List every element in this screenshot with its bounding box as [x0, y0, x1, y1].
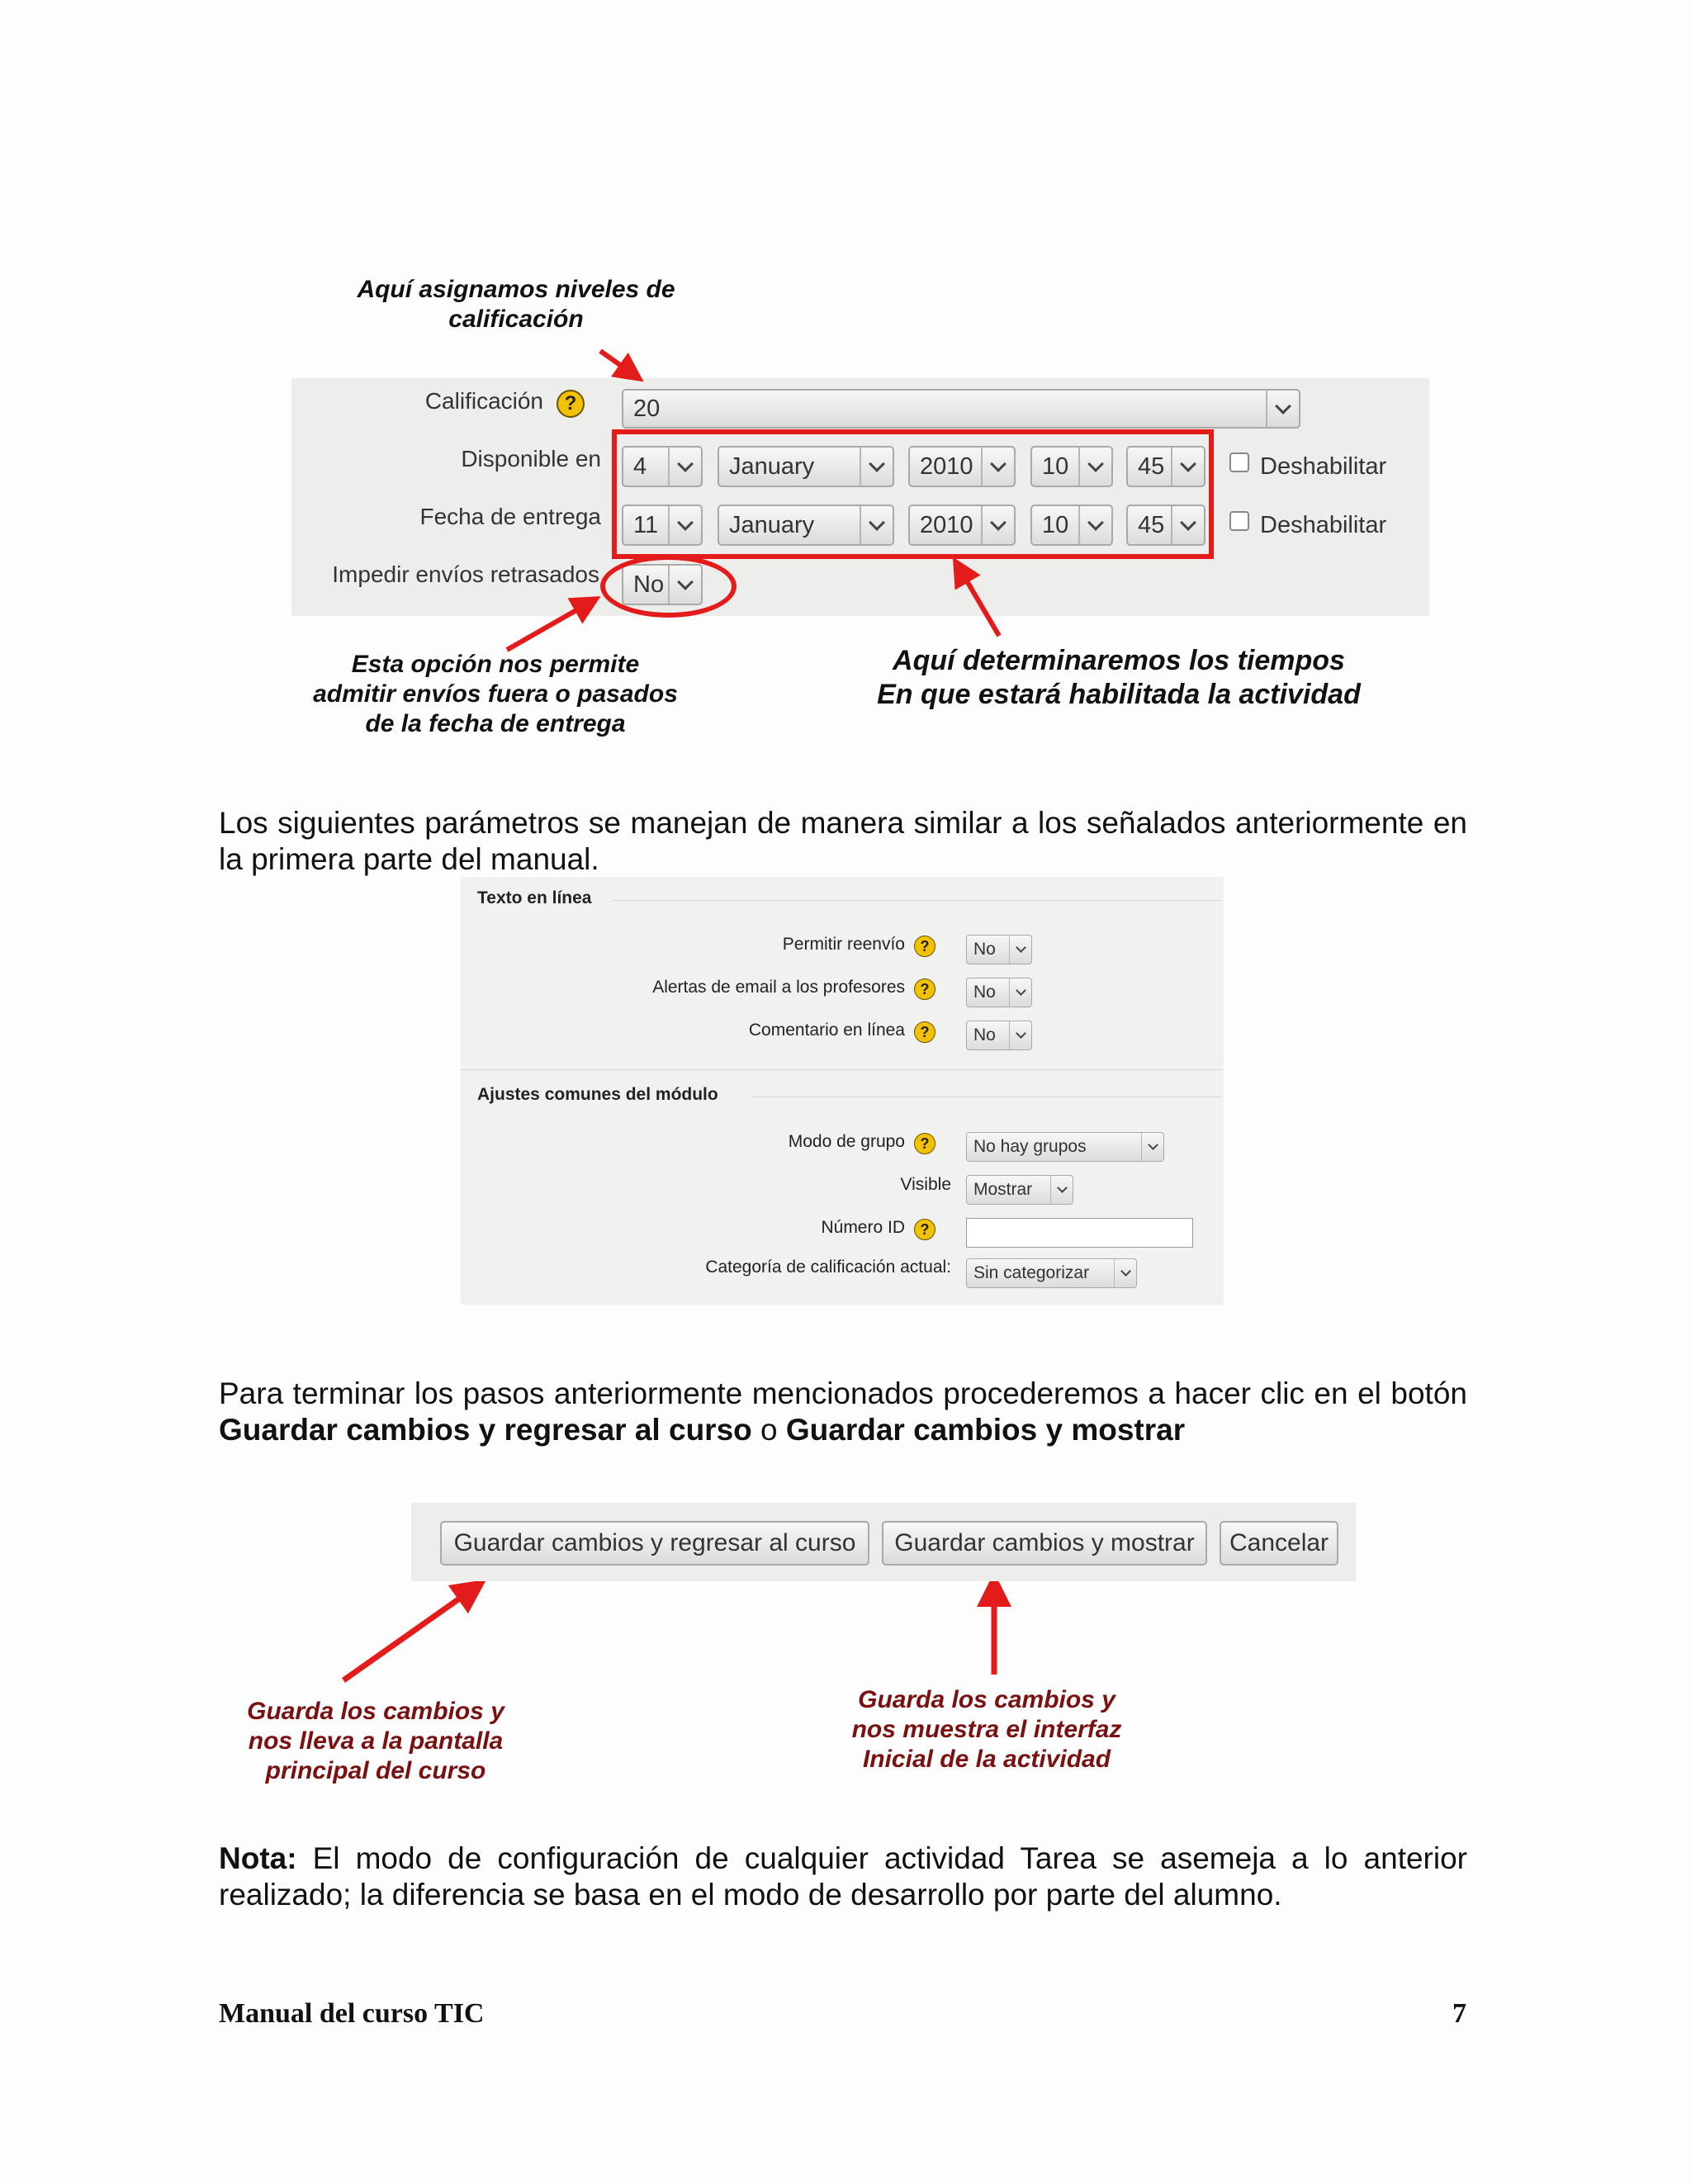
chevron-down-icon	[1016, 1028, 1026, 1039]
help-icon[interactable]: ?	[914, 1219, 935, 1240]
due-year-select[interactable]: 2010	[908, 505, 1016, 546]
inline-comment-label: Comentario en línea	[748, 1021, 905, 1040]
available-minute-select[interactable]: 45	[1126, 446, 1205, 487]
module-settings-legend: Ajustes comunes del módulo	[477, 1085, 718, 1104]
save-return-caption: Guarda los cambios y nos lleva a la pantalla principal del curso	[247, 1698, 504, 1784]
visible-select[interactable]: Mostrar	[966, 1175, 1073, 1205]
online-text-legend: Texto en línea	[477, 888, 592, 907]
grade-value: 20	[633, 395, 661, 422]
help-icon[interactable]: ?	[557, 390, 585, 418]
grade-label: Calificación	[424, 388, 543, 414]
due-minute-select[interactable]: 45	[1126, 505, 1205, 546]
id-number-input[interactable]	[966, 1218, 1193, 1248]
due-date-label: Fecha de entrega	[419, 504, 601, 529]
email-alerts-label: Alertas de email a los profesores	[652, 978, 905, 997]
late-submission-annotation: Esta opción nos permite admitir envíos fuera o pasados de la fecha de entrega	[313, 651, 678, 737]
available-hour-select[interactable]: 10	[1030, 446, 1113, 487]
due-disable-label: Deshabilitar	[1260, 512, 1387, 538]
save-and-return-button[interactable]: Guardar cambios y regresar al curso	[440, 1521, 869, 1566]
chevron-down-icon	[1016, 942, 1026, 953]
arrow-to-grade	[600, 351, 632, 373]
help-icon[interactable]: ?	[914, 936, 935, 957]
intro-paragraph: Los siguientes parámetros se manejan de manera similar a los señalados anteriormente en la primera parte del manual.	[219, 806, 1467, 876]
footer-title: Manual del curso TIC	[219, 1998, 485, 2029]
chevron-down-icon	[1148, 1139, 1158, 1150]
group-mode-label: Modo de grupo	[788, 1132, 905, 1151]
chevron-down-icon	[1120, 1266, 1131, 1277]
time-annotation: Aquí determinaremos los tiempos En que estará habilitada la actividad	[877, 645, 1361, 710]
page-number: 7	[1452, 1998, 1466, 2029]
grade-category-label: Categoría de calificación actual:	[705, 1258, 951, 1277]
email-alerts-select[interactable]: No	[966, 978, 1032, 1007]
help-icon[interactable]: ?	[914, 1133, 935, 1154]
due-day-select[interactable]: 11	[622, 505, 703, 546]
arrow-to-dates	[960, 570, 999, 636]
annotation-line: calificación	[448, 306, 584, 333]
available-day-select[interactable]: 4	[622, 446, 703, 487]
chevron-down-icon	[1016, 985, 1026, 996]
available-year-select[interactable]: 2010	[908, 446, 1016, 487]
due-hour-select[interactable]: 10	[1030, 505, 1113, 546]
group-mode-select[interactable]: No hay grupos	[966, 1132, 1164, 1162]
help-icon[interactable]: ?	[914, 1021, 935, 1043]
cancel-button[interactable]: Cancelar	[1220, 1521, 1338, 1566]
save-instructions-paragraph: Para terminar los pasos anteriormente mencionados procederemos a hacer clic en el botón Guardar cambios y regresar al curso o Guardar cambios y mostrar	[219, 1376, 1467, 1447]
chevron-down-icon	[1057, 1182, 1068, 1193]
arrow-to-save-return	[343, 1589, 472, 1680]
inline-comment-select[interactable]: No	[966, 1021, 1032, 1050]
save-show-caption: Guarda los cambios y nos muestra el interfaz Inicial de la actividad	[851, 1686, 1122, 1773]
prevent-late-label: Impedir envíos retrasados	[332, 561, 599, 587]
section-separator	[461, 1069, 1224, 1070]
due-month-select[interactable]: January	[718, 505, 894, 546]
grade-category-select[interactable]: Sin categorizar	[966, 1258, 1137, 1288]
note-paragraph: Nota: El modo de configuración de cualquier actividad Tarea se asemeja a lo anterior realizado; la diferencia se basa en el modo de desarrollo por parte del alumno.	[219, 1841, 1467, 1912]
prevent-late-select[interactable]: No	[622, 564, 703, 605]
help-icon[interactable]: ?	[914, 978, 935, 1000]
allow-resubmit-select[interactable]: No	[966, 935, 1032, 964]
available-disable-label: Deshabilitar	[1260, 453, 1387, 480]
available-from-label: Disponible en	[461, 446, 601, 471]
id-number-label: Número ID	[821, 1218, 905, 1237]
arrow-to-prevent-late	[507, 604, 588, 650]
fieldset-border	[611, 900, 1222, 901]
available-month-select[interactable]: January	[718, 446, 894, 487]
annotation-line: Aquí asignamos niveles de	[357, 276, 675, 303]
allow-resubmit-label: Permitir reenvío	[782, 935, 905, 954]
visible-label: Visible	[900, 1175, 951, 1194]
save-and-show-button[interactable]: Guardar cambios y mostrar	[882, 1521, 1207, 1566]
